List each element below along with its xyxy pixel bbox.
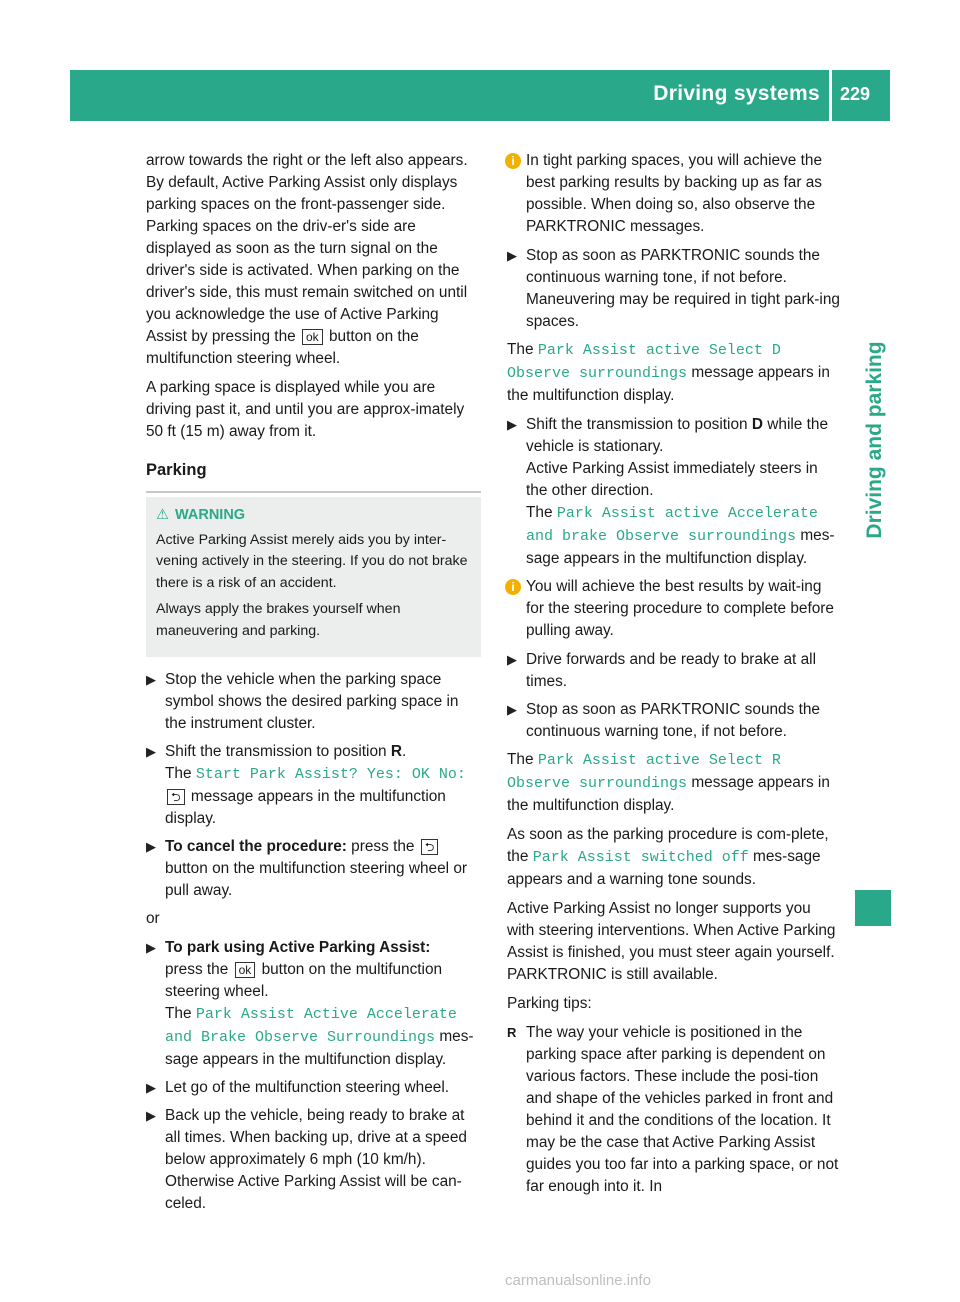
warning-text: Active Parking Assist merely aids you by inter-vening actively in the steering. If you do not brake there is a risk of an accident. [156,531,468,591]
paragraph: Active Parking Assist no longer supports you with steering interventions. When Active Parking Assist is finished, you must steer again yourself. PARKTRONIC is still available. [507,900,836,983]
arrow-bullet-icon: ▶ [507,248,517,263]
paragraph: A parking space is displayed while you are driving past it, and until you are approx-imately 50 ft (15 m) away from it. [146,379,465,440]
display-message: and brake Observe surroundings [526,528,797,545]
list-item: ▶ To park using Active Parking Assist: press the ok button on the multifunction steering wheel. The Park Assist Active Accelerate and Brake Observe Surroundings mes-sage appears in the multifunction display. [146,939,474,1068]
back-key-icon: ⮌ [421,839,439,855]
chapter-label: Driving and parking [863,341,886,539]
arrow-bullet-icon: ▶ [507,417,517,432]
list-item: ▶ Stop as soon as PARKTRONIC sounds the continuous warning tone, if not before. [507,701,820,740]
paragraph: or [146,910,160,927]
list-item: ▶ Shift the transmission to position R. The Start Park Assist? Yes: OK No: ⮌ message appears in the multifunction display. [146,743,466,827]
section-heading: Parking [146,461,207,479]
paragraph: The Park Assist active Select R Observe surroundings message appears in the multifunction display. [507,751,830,814]
display-message: Park Assist Active Accelerate [195,1006,457,1023]
arrow-bullet-icon: ▶ [146,1108,156,1123]
page-number: 229 [840,84,871,104]
arrow-bullet-icon: ▶ [146,940,156,955]
list-item: ▶ Shift the transmission to position D while the vehicle is stationary. Active Parking Assist immediately steers in the other direction. The Park Assist active Accelerate and brake Observe surroundings mes-sage appears in the multifunction display. [507,416,835,567]
list-item: ▶ To cancel the procedure: press the ⮌ button on the multifunction steering wheel or pull away. [146,838,468,899]
display-message: Park Assist active Accelerate [556,505,818,522]
info-note: i In tight parking spaces, you will achieve the best parking results by backing up as far as possible. When doing so, also observe the PARKTRONIC messages. [507,150,842,238]
arrow-bullet-icon: ▶ [146,1080,156,1095]
arrow-bullet-icon: ▶ [507,702,517,717]
info-icon: i [505,153,521,169]
warning-text: Always apply the brakes yourself when maneuvering and parking. [156,601,401,639]
arrow-bullet-icon: ▶ [507,652,517,667]
paragraph: As soon as the parking procedure is com-plete, the Park Assist switched off mes-sage appears and a warning tone sounds. [507,826,829,888]
list-item: ▶ Stop the vehicle when the parking space symbol shows the desired parking space in the instrument cluster. [146,671,459,732]
display-message: Park Assist active Select D [537,342,781,359]
back-key-icon: ⮌ [167,789,185,805]
list-item: ▶ Back up the vehicle, being ready to brake at all times. When backing up, drive at a speed below approximately 6 mph (10 km/h). Otherwise Active Parking Assist will be can-celed. [146,1107,467,1212]
arrow-bullet-icon: ▶ [146,839,156,854]
list-item: R The way your vehicle is positioned in the parking space after parking is dependent on various factors. These include the posi-tion and shape of the vehicles parked in front and behind it and the conditions of the location. It may be the case that Active Parking Assist guides you too far into a parking space, or not far enough into it. In [507,1024,839,1195]
paragraph: Parking tips: [507,995,592,1012]
display-message: and Brake Observe Surroundings [165,1029,436,1046]
chapter-tab [860,250,890,630]
list-item: ▶ Drive forwards and be ready to brake at all times. [507,651,817,690]
display-message: Observe surroundings [507,365,688,382]
paragraph: The Park Assist active Select D Observe surroundings message appears in the multifunction display. [507,341,830,404]
arrow-bullet-icon: ▶ [146,672,156,687]
display-message: Park Assist active Select R [537,752,781,769]
warning-title: ⚠ WARNING [156,507,246,523]
ok-key-icon: ok [235,962,256,978]
ok-key-icon: ok [302,329,323,345]
display-message: Observe surroundings [507,775,688,792]
info-icon: i [505,579,521,595]
chapter-marker [855,890,891,926]
info-note: i You will achieve the best results by wait-ing for the steering procedure to complete before pulling away. [507,576,842,642]
watermark: carmanualsonline.info [505,1272,651,1289]
r-bullet-icon: R [507,1025,517,1040]
divider [146,491,481,493]
right-column [507,150,842,1200]
list-item: ▶ Let go of the multifunction steering wheel. [146,1077,481,1099]
section-title: Driving systems [653,82,820,105]
display-message: Start Park Assist? Yes: OK No: [195,766,466,783]
list-item: ▶ Stop as soon as PARKTRONIC sounds the continuous warning tone, if not before. Maneuvering may be required in tight park-ing spaces. [507,247,840,330]
warning-box [146,497,481,657]
left-column [146,150,481,1221]
warning-triangle-icon: ⚠ [156,507,169,523]
display-message: Park Assist switched off [532,849,749,866]
paragraph: arrow towards the right or the left also appears. By default, Active Parking Assist only displays parking spaces on the front-passenger side. Parking spaces on the driv-er's side are displayed as soon as the turn signal on the driver's side is activated. When parking on the driver's side, this must remain switched on until you acknowledge the use of Active Parking Assist by pressing the ok button on the multifunction steering wheel. [146,152,468,367]
header-separator [829,70,832,121]
arrow-bullet-icon: ▶ [146,744,156,759]
